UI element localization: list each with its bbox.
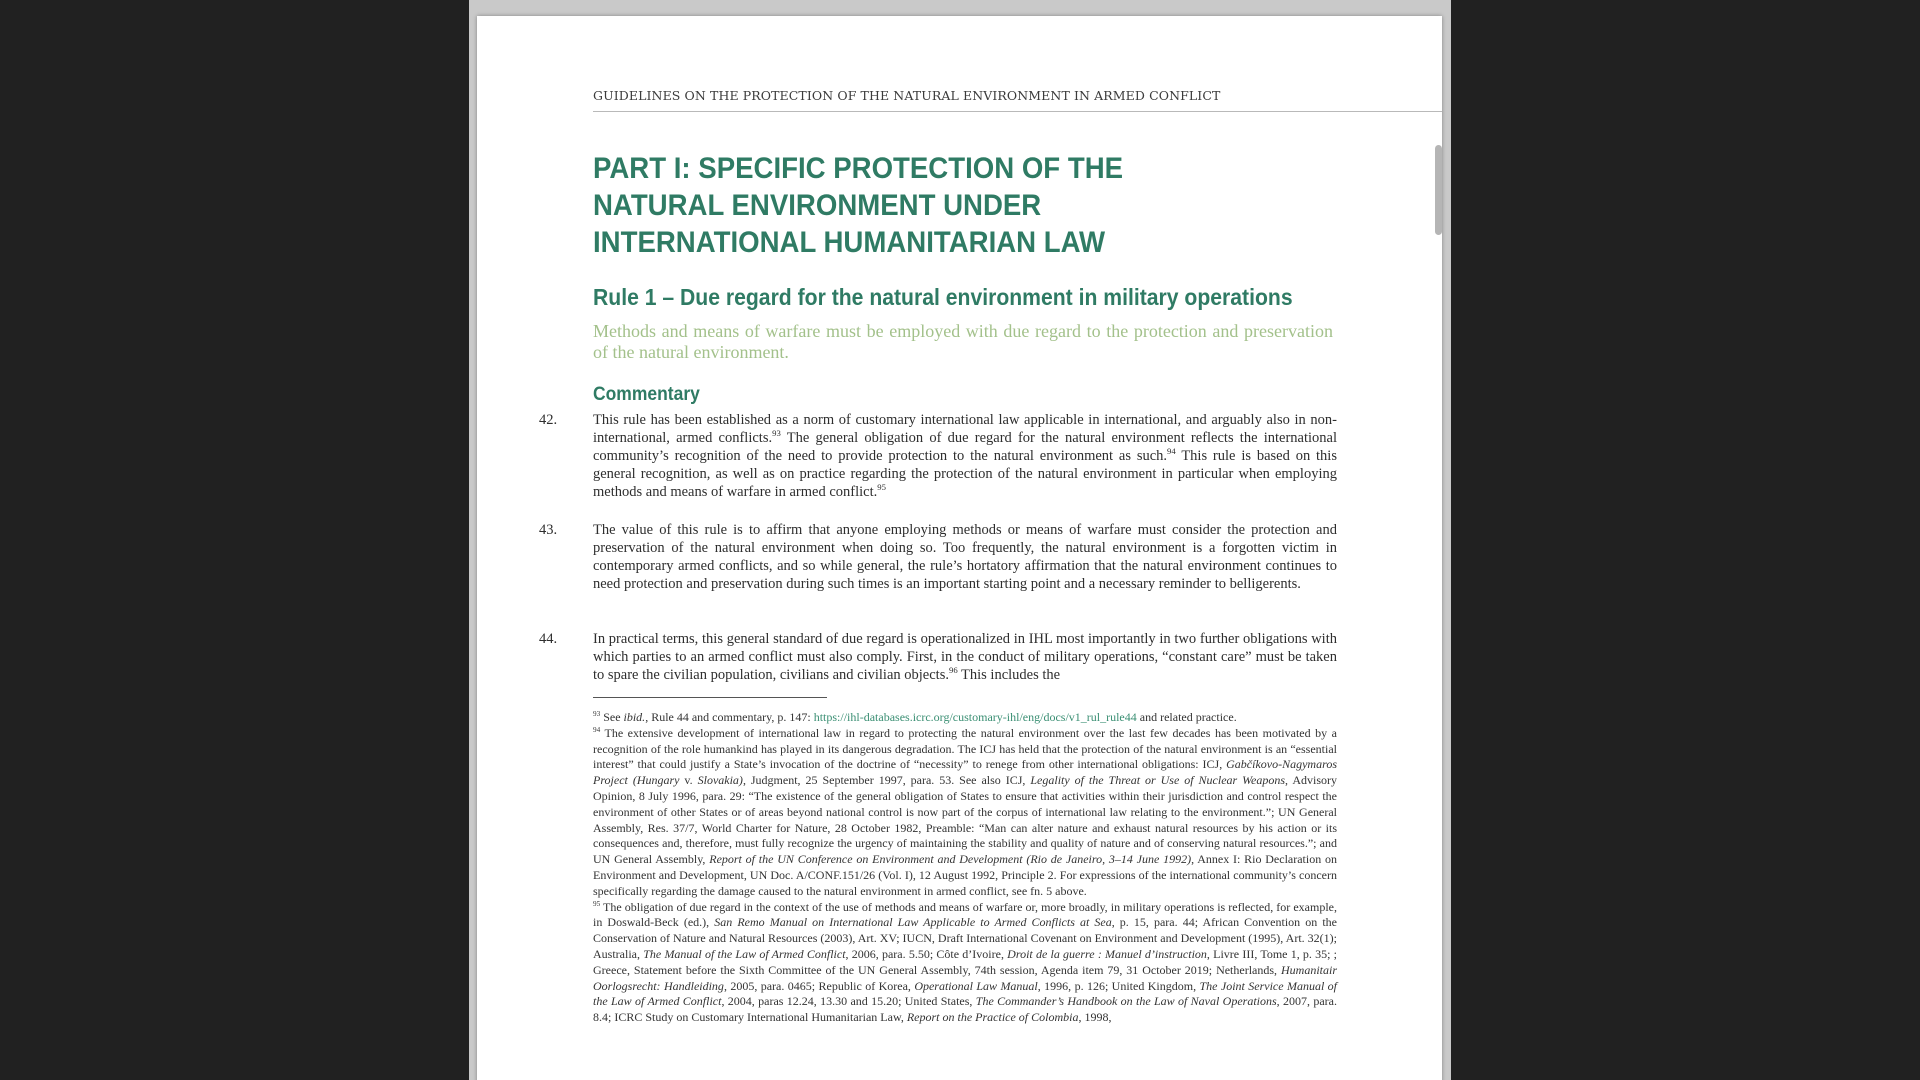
footnote-text: , 2005, para. 0465; Republic of Korea, (723, 978, 915, 993)
footnote-italic: Report of the UN Conference on Environment and Development (Rio de Janeiro, 3–14 June 1992) (709, 852, 1192, 867)
footnote-mark: 95 (593, 899, 601, 908)
footnote-separator (593, 697, 827, 698)
footnote-italic: The Manual of the Law of Armed Conflict (643, 946, 846, 961)
footnote-italic: San Remo Manual on International Law Applicable to Armed Conflicts at Sea (714, 915, 1112, 930)
footnote-text: , Rule 44 and commentary, p. 147: (645, 710, 814, 724)
paragraph-text (593, 411, 1337, 501)
footnote-italic: The Commander’s Handbook on the Law of Naval Operations (975, 994, 1277, 1009)
footnote-text: and related practice. (1136, 710, 1237, 724)
footnote-text: , Judgment, 25 September 1997, para. 53. See also ICJ, (742, 773, 1031, 788)
footnote-text: , 2007, para. 8.4; ICRC Study on Customary International Humanitarian Law, (593, 994, 1337, 1025)
footnote-ref[interactable]: 96 (948, 665, 958, 676)
footnote-ref[interactable]: 94 (1167, 446, 1176, 457)
footnote-link[interactable]: https://ihl-databases.icrc.org/customary-ihl/eng/docs/v1_rul_rule44 (813, 710, 1137, 724)
text-segment: In practical terms, this general standard of due regard is operationalized in IHL most importantly in two further obligations with which parties to an armed conflict must also comply. First, in the conduct of military operations, “constant care” must be taken to spare the civilian population, civilians and civilian objects. (593, 631, 1337, 683)
text-segment: This rule has been established as a norm of customary international law applicable in international, and arguably also in non-international, armed conflicts. (593, 412, 1337, 446)
scrollbar-thumb[interactable] (1435, 145, 1442, 235)
footnote-text: , 1996, p. 126; United Kingdom, (1037, 978, 1200, 993)
footnote-italic: Gabčíkovo-Nagymaros Project (Hungary (593, 757, 1337, 788)
footnotes (593, 710, 1337, 1026)
footnote-text: , 2004, paras 12.24, 13.30 and 15.20; United States, (721, 994, 976, 1009)
footnote-text: , 2006, para. 5.50; Côte d’Ivoire, (845, 946, 1008, 961)
footnote-93 (593, 710, 1337, 726)
footnote-text: , 1998, (1078, 1010, 1112, 1025)
running-head: GUIDELINES ON THE PROTECTION OF THE NATURAL ENVIRONMENT IN ARMED CONFLICT (593, 88, 1442, 112)
footnote-text: See (600, 710, 624, 724)
footnote-italic: The Joint Service Manual of the Law of Armed Conflict (593, 978, 1338, 1009)
footnote-italic: ibid. (623, 710, 646, 724)
footnote-text: , Annex I: Rio Declaration on Environment and Development, UN Doc. A/CONF.151/26 (Vol. I), 12 August 1992, Principle 2. For expressions of the international community’s concern specifically regarding the damage caused to the natural environment in armed conflict, see fn. 5 above. (593, 852, 1338, 898)
footnote-text: , p. 15, para. 44; African Convention on the Conservation of Nature and Natural Resources (2003), Art. XV; IUCN, Draft International Covenant on Environment and Development (1995), Art. 32(1); Australia, (593, 915, 1338, 961)
paragraph-text: The value of this rule is to affirm that anyone employing methods or means of warfare must consider the protection and preservation of the natural environment when doing so. Too frequently, the natural environment is a forgotten victim in contemporary armed conflicts, and so while general, the rule’s hortatory affirmation that the natural environment continues to need protection and preservation during such times is an important starting point and a necessary reminder to belligerents. (593, 522, 1337, 592)
footnote-ref[interactable]: 93 (772, 428, 781, 439)
footnote-mark: 93 (593, 710, 601, 718)
footnote-text: The obligation of due regard in the context of the use of methods and means of warfare or, more broadly, in military operations is reflected, for example, in Doswald-Beck (ed.), (593, 899, 1337, 930)
document-page (477, 16, 1442, 1080)
footnote-text: The extensive development of international law in regard to protecting the natural environment over the last few decades has been motivated by a recognition of the role humankind has played in its dangerous degradation. The ICJ has held that the protection of the natural environment is an “essential interest” that could justify a State’s invocation of the doctrine of “necessity” to renege from other international obligations: ICJ, (593, 725, 1337, 772)
footnote-italic: Slovakia) (697, 773, 743, 788)
part-title: PART I: SPECIFIC PROTECTION OF THE NATURAL ENVIRONMENT UNDER INTERNATIONAL HUMANITARIAN LAW (593, 152, 1124, 259)
text-segment: This includes the (957, 667, 1061, 683)
paragraph-text (593, 630, 1337, 684)
footnote-italic: Droit de la guerre : Manuel d’instruction (1007, 946, 1207, 961)
commentary-heading: Commentary (593, 384, 700, 405)
text-segment: This rule is based on this general recognition, as well as on practice regarding the protection of the natural environment in particular when employing methods and means of warfare in armed conflict. (593, 448, 1337, 500)
pdf-viewer (469, 0, 1451, 1080)
footnote-ref[interactable]: 95 (877, 482, 886, 493)
footnote-mark: 94 (593, 725, 601, 734)
footnote-italic: Operational Law Manual (914, 978, 1038, 993)
footnote-text: , Advisory Opinion, 8 July 1996, para. 29: “The existence of the general obligation of States to ensure that activities within their jurisdiction and control respect the environment of other States or of areas beyond national control is now part of the corpus of international law relating to the environment.”; UN General Assembly, Res. 37/7, World Charter for Nature, 28 October 1982, Preamble: “Man can alter nature and exhaust natural resources by his action or its consequences and, therefore, must fully recognize the urgency of maintaining the stability and quality of nature and of conserving natural resources.”; and UN General Assembly, (593, 773, 1337, 867)
footnote-italic: Legality of the Threat or Use of Nuclear Weapons (1030, 773, 1286, 788)
footnote-95 (593, 900, 1337, 1026)
footnote-94 (593, 726, 1337, 900)
footnote-italic: Report on the Practice of Colombia (906, 1010, 1079, 1025)
paragraph-number: 43. (539, 522, 558, 538)
footnote-italic: Humanitair Oorlogsrecht: Handleiding (593, 962, 1337, 993)
footnote-text: , Livre III, Tome 1, p. 35; ; Greece, Statement before the Sixth Committee of the UN General Assembly, 74th session, Agenda item 79, 31 October 2019; Netherlands, (593, 946, 1338, 977)
paragraph-number: 44. (539, 631, 558, 647)
paragraph-number: 42. (539, 412, 558, 428)
rule-title: Rule 1 – Due regard for the natural environment in military operations (593, 284, 1293, 310)
text-segment: The general obligation of due regard for the natural environment reflects the international community’s recognition of the need to provide protection to the natural environment as such. (593, 430, 1337, 464)
footnote-text: v. (679, 773, 698, 788)
rule-statement: Methods and means of warfare must be employed with due regard to the protection and preservation of the natural environment. (593, 321, 1333, 362)
